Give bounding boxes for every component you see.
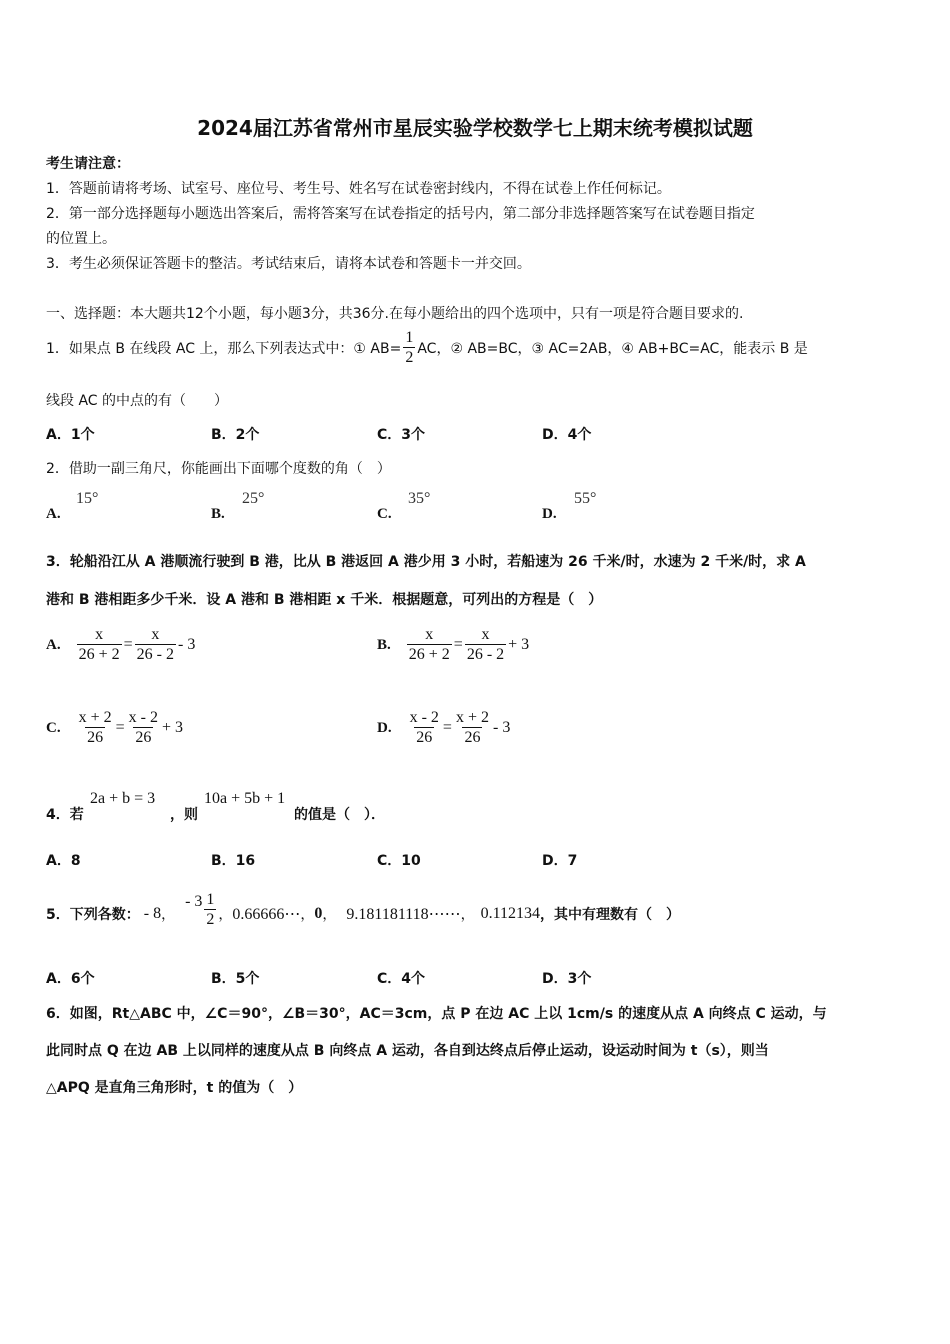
- question-6-line3: △APQ 是直角三角形时，t 的值为（ ）: [46, 1080, 303, 1096]
- option-a[interactable]: A. $\frac{x}{26 + 2}$ = $\frac{x}{26 - 2}$ - 3: [46, 625, 196, 663]
- question-1-line2: 线段 AC 的中点的有（ ）: [46, 393, 229, 409]
- section-heading: 一、选择题：本大题共12个小题，每小题3分，共36分.在每小题给出的四个选项中，只有一项是符合题目要求的.: [46, 306, 744, 322]
- option-d-value: 55°: [574, 490, 597, 507]
- option-b[interactable]: B. $\frac{x}{26 + 2}$ = $\frac{x}{26 - 2}$ + 3: [377, 625, 530, 663]
- option-b-value: 25°: [242, 490, 265, 507]
- question-4-condition: 2a + b = 3: [90, 790, 156, 807]
- option-a[interactable]: A．6个: [46, 971, 95, 987]
- option-c[interactable]: C．10: [377, 853, 421, 869]
- option-d[interactable]: D．4个: [542, 427, 592, 443]
- option-d-label[interactable]: D.: [542, 506, 557, 522]
- option-a[interactable]: A．1个: [46, 427, 95, 443]
- question-4-expression: 10a + 5b + 1: [204, 790, 286, 807]
- question-3-line2: 港和 B 港相距多少千米．设 A 港和 B 港相距 x 千米．根据题意，可列出的方程是（ ）: [46, 592, 603, 608]
- page-title: 2024届江苏省常州市星辰实验学校数学七上期末统考模拟试题: [197, 116, 753, 140]
- option-a-value: 15°: [76, 490, 99, 507]
- option-d[interactable]: D．3个: [542, 971, 592, 987]
- option-c[interactable]: C. $\frac{x + 2}{26}$ = $\frac{x - 2}{26}$ + 3: [46, 708, 184, 746]
- option-c[interactable]: C．4个: [377, 971, 426, 987]
- option-d[interactable]: D．7: [542, 853, 578, 869]
- question-2: 2．借助一副三角尺，你能画出下面哪个度数的角（ ）: [46, 461, 391, 477]
- notice-item: 的位置上。: [46, 231, 116, 247]
- option-b[interactable]: B．2个: [211, 427, 260, 443]
- question-1: [46, 328, 808, 368]
- question-text: AC，② AB=BC，③ AC=2AB，④ AB+BC=AC，能表示 B 是: [417, 341, 808, 357]
- question-4-prefix: 4．若: [46, 807, 84, 823]
- option-d[interactable]: D. $\frac{x - 2}{26}$ = $\frac{x + 2}{26}$ - 3: [377, 708, 511, 746]
- question-5: 5．下列各数： - 8 ， - 3 $\frac{1}{2}$ ， 0.66666⋯ ， 0 ， 9.181181118⋯⋯ ， 0.112134 ，其中有理数有（ ）: [46, 890, 681, 928]
- notice-item: 1．答题前请将考场、试室号、座位号、考生号、姓名写在试卷密封线内，不得在试卷上作任何标记。: [46, 181, 671, 197]
- option-c[interactable]: C．3个: [377, 427, 426, 443]
- notice-item: 3．考生必须保证答题卡的整洁。考试结束后，请将本试卷和答题卡一并交回。: [46, 256, 531, 272]
- option-c-label[interactable]: C.: [377, 506, 392, 522]
- option-c-value: 35°: [408, 490, 431, 507]
- question-6-line1: 6．如图，Rt△ABC 中，∠C＝90°，∠B＝30°，AC＝3cm，点 P 在边 AC 上以 1cm/s 的速度从点 A 向终点 C 运动，与: [46, 1006, 827, 1022]
- question-6-line2: 此同时点 Q 在边 AB 上以同样的速度从点 B 向终点 A 运动，各自到达终点后停止运动，设运动时间为 t（s），则当: [46, 1043, 769, 1059]
- option-b-label[interactable]: B.: [211, 506, 225, 522]
- fraction: $\frac{1}{2}$: [405, 328, 414, 366]
- option-b[interactable]: B．16: [211, 853, 256, 869]
- option-a[interactable]: A．8: [46, 853, 81, 869]
- notice-item: 2．第一部分选择题每小题选出答案后，需将答案写在试卷指定的括号内，第二部分非选择题答案写在试卷题目指定: [46, 206, 755, 222]
- option-b[interactable]: B．5个: [211, 971, 260, 987]
- question-4-suffix: 的值是（ ）．: [294, 807, 385, 823]
- option-a-label[interactable]: A.: [46, 506, 61, 522]
- question-text: 1．如果点 B 在线段 AC 上，那么下列表达式中：① AB=: [46, 341, 402, 357]
- question-4-mid: ，则: [170, 807, 198, 823]
- question-3-line1: 3．轮船沿江从 A 港顺流行驶到 B 港，比从 B 港返回 A 港少用 3 小时，若船速为 26 千米/时，水速为 2 千米/时，求 A: [46, 554, 806, 570]
- notice-heading: 考生请注意：: [46, 156, 130, 172]
